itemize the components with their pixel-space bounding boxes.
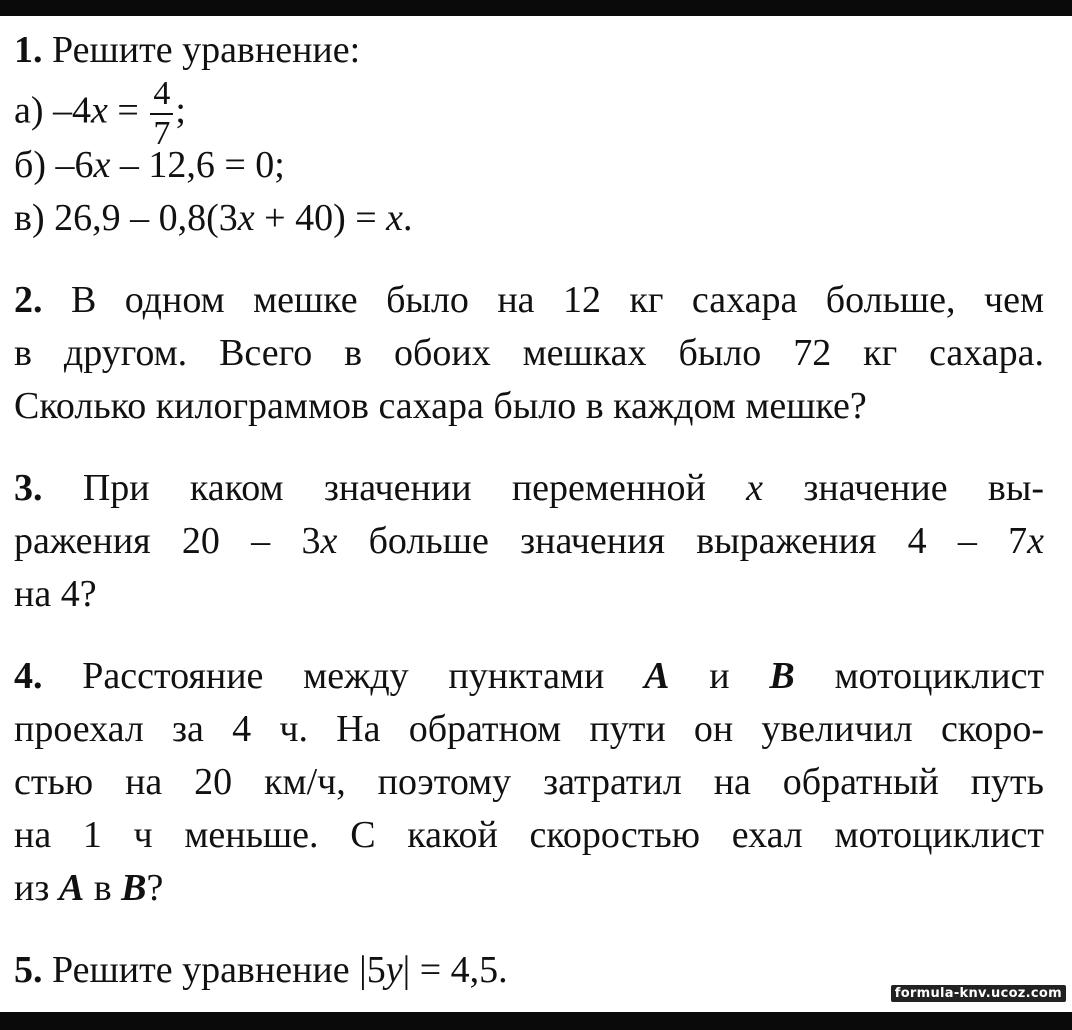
problem-4-line-5: из A в B? bbox=[14, 867, 164, 909]
problem-3-line-2: ражения 20 – 3x больше значения выражения 4 – 7x bbox=[14, 520, 1045, 562]
problem-4-line-4: на 1 ч меньше. С какой скоростью ехал мотоциклист bbox=[14, 814, 1044, 856]
bottom-border bbox=[0, 1012, 1072, 1030]
problem-number: 4. bbox=[14, 655, 43, 697]
problem-3-line-3: на 4? bbox=[14, 573, 97, 615]
equation-c: в) 26,9 – 0,8(3x + 40) = x. bbox=[14, 197, 413, 239]
problem-number: 3. bbox=[14, 467, 43, 509]
problem-5: 5. Решите уравнение |5y| = 4,5. bbox=[14, 949, 508, 991]
problem-number: 1. bbox=[14, 29, 43, 71]
equation-label: а) bbox=[14, 89, 44, 132]
equation-a: а) –4x = $\frac{4}{7}$ ; bbox=[14, 75, 186, 152]
problem-4-line-2: проехал за 4 ч. На обратном пути он увеличил скоро- bbox=[14, 708, 1044, 750]
problem-2-line-3: Сколько килограммов сахара было в каждом мешке? bbox=[14, 385, 867, 427]
top-border bbox=[0, 0, 1072, 16]
equation-label: в) bbox=[14, 197, 45, 239]
problem-number: 5. bbox=[14, 949, 43, 991]
problem-number: 2. bbox=[14, 279, 43, 321]
watermark: formula-knv.ucoz.com bbox=[891, 985, 1066, 1002]
equation-label: б) bbox=[14, 144, 46, 186]
problem-2-line-1: 2. В одном мешке было на 12 кг сахара больше, чем bbox=[14, 279, 1045, 321]
fraction: $\frac{4}{7}$ bbox=[150, 77, 173, 151]
problem-text: Решите уравнение: bbox=[52, 29, 361, 71]
problem-4-line-3: стью на 20 км/ч, поэтому затратил на обратный путь bbox=[14, 761, 1044, 803]
problem-1-title bbox=[14, 24, 1044, 77]
problem-4-line-1: 4. Расстояние между пунктами A и B мотоциклист bbox=[14, 655, 1045, 697]
problem-3-line-1: 3. При каком значении переменной x значение вы- bbox=[14, 467, 1045, 509]
equation-b: б) –6x – 12,6 = 0; bbox=[14, 144, 285, 186]
problem-2-line-2: в другом. Всего в обоих мешках было 72 кг сахара. bbox=[14, 332, 1044, 374]
worksheet bbox=[14, 24, 1044, 997]
